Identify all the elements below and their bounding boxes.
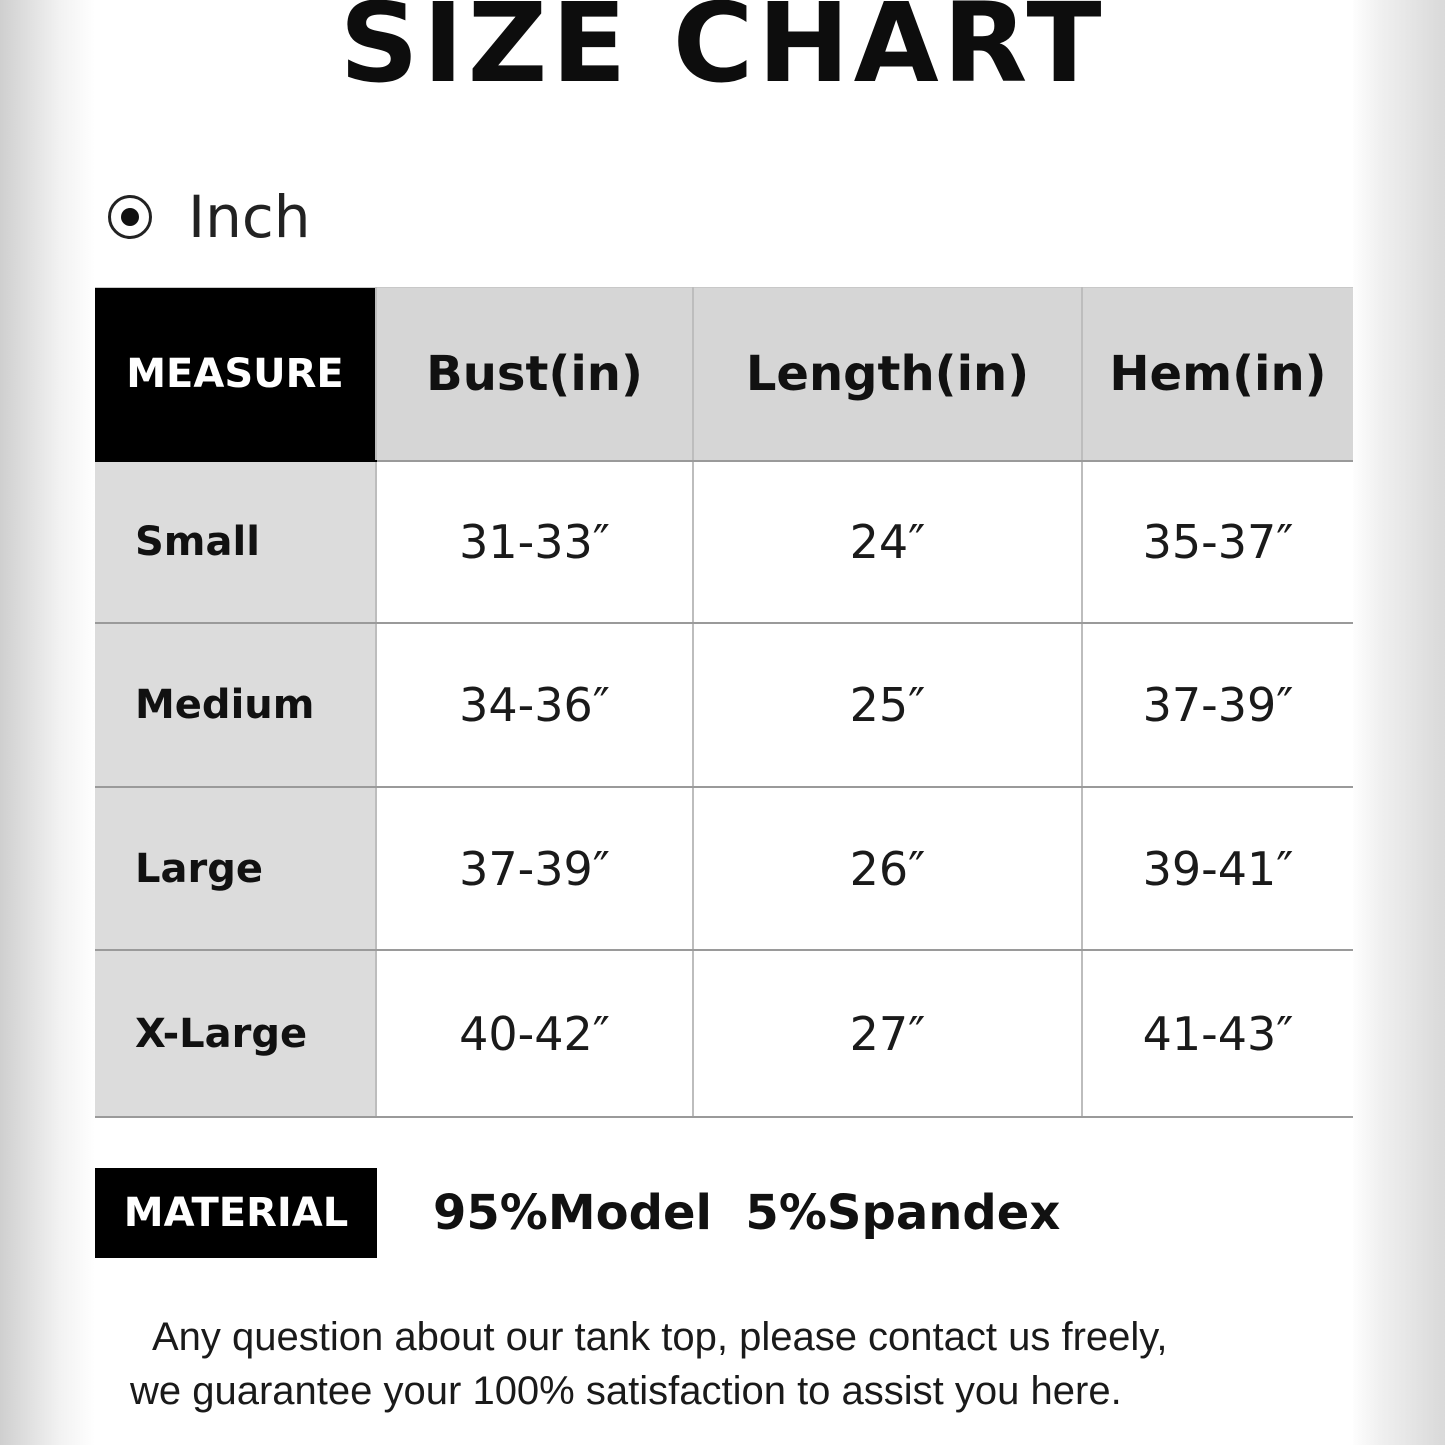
- page-title: SIZE CHART: [339, 0, 1106, 107]
- length-cell: 25″: [693, 623, 1082, 787]
- length-cell: 26″: [693, 787, 1082, 950]
- note-line-1: Any question about our tank top, please contact us freely,: [152, 1315, 1168, 1359]
- size-label: Small: [95, 461, 376, 623]
- hem-cell: 35-37″: [1082, 461, 1353, 623]
- unit-option-inch[interactable]: [108, 182, 311, 252]
- size-label: Large: [95, 787, 376, 950]
- bust-cell: 34-36″: [376, 623, 693, 787]
- bust-cell: 40-42″: [376, 950, 693, 1117]
- column-header-length: Length(in): [693, 288, 1082, 462]
- material-section: [95, 1168, 1060, 1258]
- unit-label: Inch: [188, 183, 311, 251]
- table-row: [95, 787, 1353, 950]
- size-table: [95, 287, 1353, 1118]
- hem-cell: 41-43″: [1082, 950, 1353, 1117]
- measure-header: MEASURE: [95, 288, 376, 462]
- table-row: [95, 461, 1353, 623]
- material-value: 95%Model 5%Spandex: [433, 1185, 1061, 1241]
- bust-cell: 31-33″: [376, 461, 693, 623]
- length-cell: 27″: [693, 950, 1082, 1117]
- size-label: Medium: [95, 623, 376, 787]
- radio-selected-icon[interactable]: [108, 195, 152, 239]
- bust-cell: 37-39″: [376, 787, 693, 950]
- contact-note: [130, 1310, 1330, 1418]
- material-label: MATERIAL: [95, 1168, 377, 1258]
- column-header-bust: Bust(in): [376, 288, 693, 462]
- column-header-hem: Hem(in): [1082, 288, 1353, 462]
- table-header-row: [95, 288, 1353, 462]
- table-row: [95, 623, 1353, 787]
- size-label: X-Large: [95, 950, 376, 1117]
- hem-cell: 39-41″: [1082, 787, 1353, 950]
- length-cell: 24″: [693, 461, 1082, 623]
- table-row: [95, 950, 1353, 1117]
- hem-cell: 37-39″: [1082, 623, 1353, 787]
- note-line-2: we guarantee your 100% satisfaction to assist you here.: [130, 1369, 1122, 1413]
